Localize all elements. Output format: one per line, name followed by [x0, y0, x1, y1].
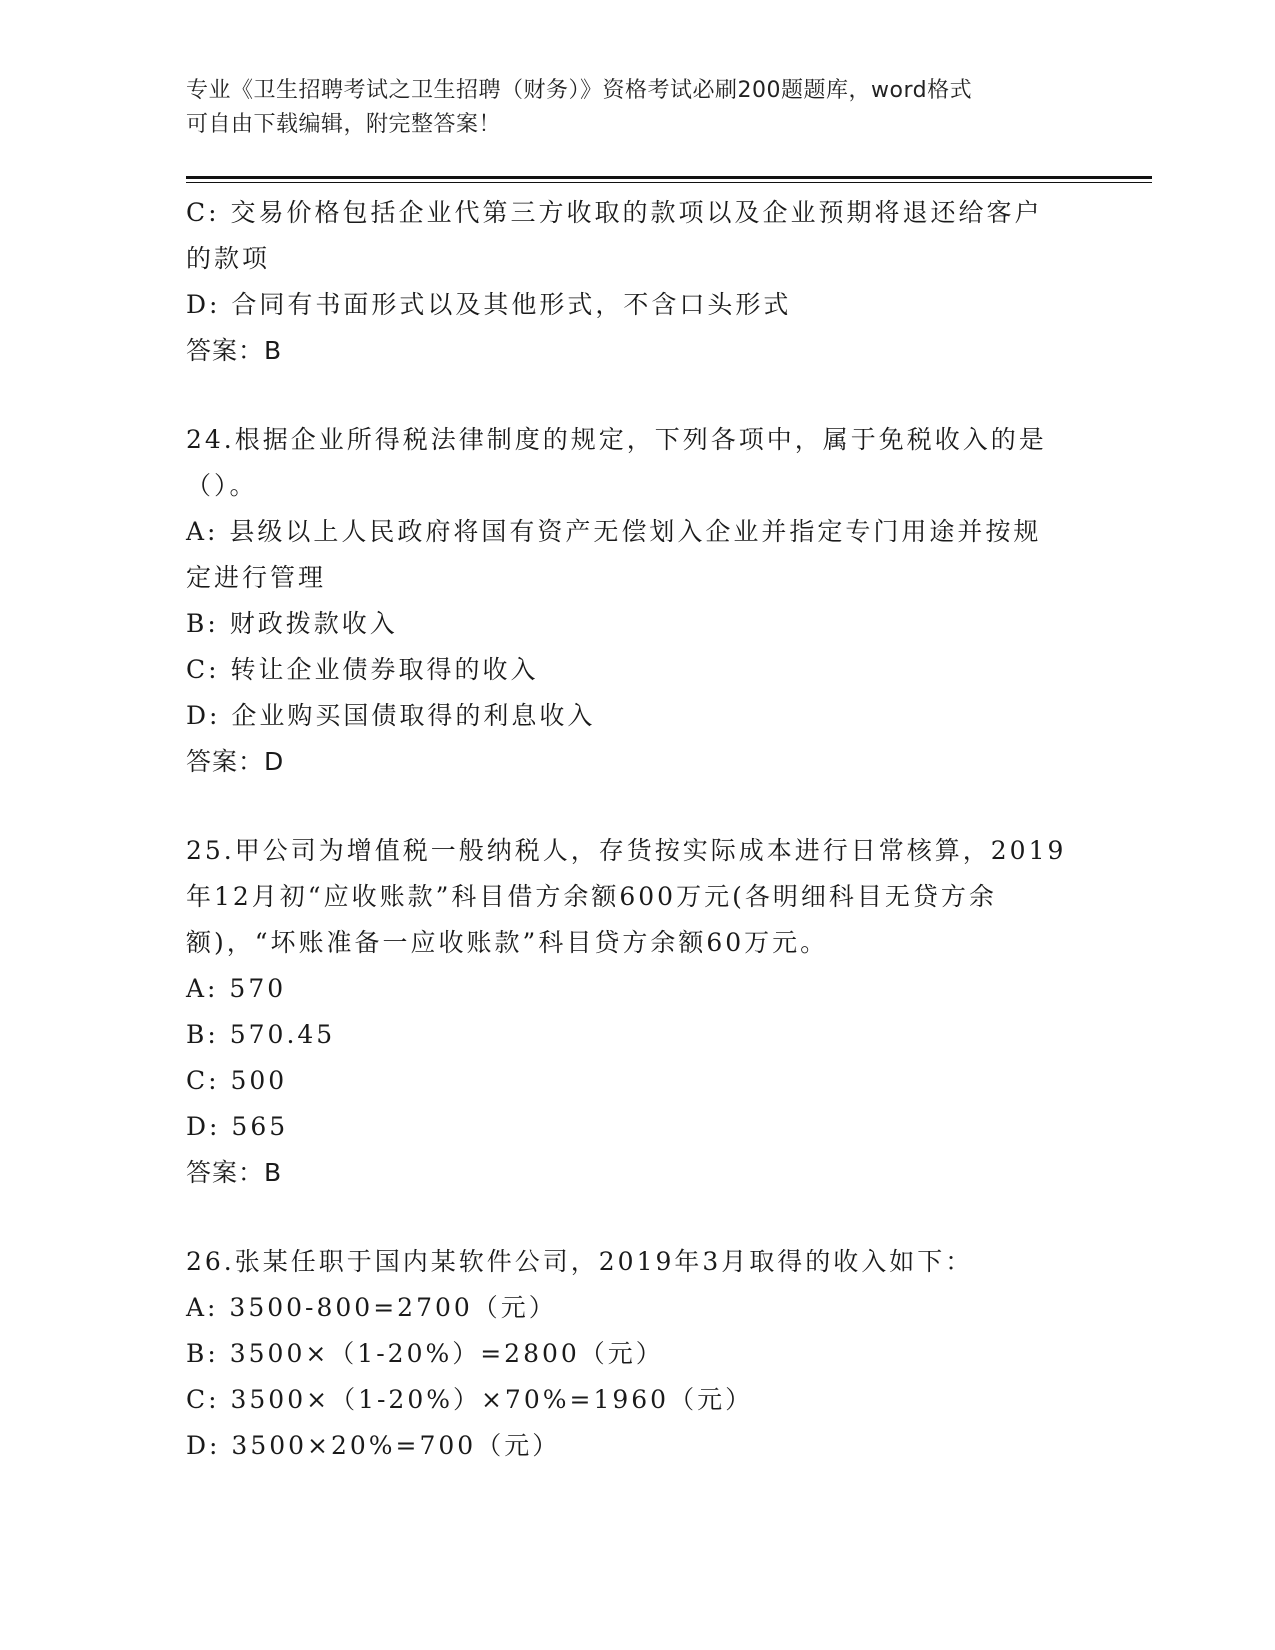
option-a-line-1: A: 县级以上人民政府将国有资产无偿划入企业并指定专门用途并按规 — [186, 517, 1042, 546]
header-title-line-1: 专业《卫生招聘考试之卫生招聘（财务）》资格考试必刷200题题库，word格式 — [186, 78, 973, 103]
question-stem-line-1: 25.甲公司为增值税一般纳税人，存货按实际成本进行日常核算，2019 — [186, 836, 1067, 865]
question-stem-line-3: 额)，“坏账准备一应收账款”科目贷方余额60万元。 — [186, 928, 829, 957]
option-c: C: 3500×（1-20%）×70%=1960（元） — [186, 1385, 754, 1414]
question-block-24 — [186, 417, 1086, 785]
option-b: B: 570.45 — [186, 1020, 336, 1049]
question-spacer — [186, 374, 1086, 417]
answer-text: 答案：B — [186, 1158, 283, 1187]
question-stem-line-1: 26.张某任职于国内某软件公司，2019年3月取得的收入如下： — [186, 1247, 974, 1276]
option-a-line-2: 定进行管理 — [186, 563, 327, 592]
question-block-26 — [186, 1239, 1086, 1469]
option-d: D: 3500×20%=700（元） — [186, 1431, 561, 1460]
option-d: D: 企业购买国债取得的利息收入 — [186, 701, 596, 730]
answer-text: 答案：D — [186, 747, 285, 776]
question-spacer — [186, 1196, 1086, 1239]
option-a: A: 570 — [186, 974, 287, 1003]
document-header — [186, 74, 1086, 142]
question-list — [186, 190, 1086, 1469]
question-stem-line-1: 24.根据企业所得税法律制度的规定，下列各项中，属于免税收入的是 — [186, 425, 1047, 454]
question-stem-line-2: （）。 — [186, 471, 258, 500]
option-b: B: 财政拨款收入 — [186, 609, 398, 638]
header-divider-thick — [186, 176, 1152, 179]
option-c-line-1: C: 交易价格包括企业代第三方收取的款项以及企业预期将退还给客户 — [186, 198, 1043, 227]
answer-text: 答案：B — [186, 336, 283, 365]
header-divider-thin — [186, 182, 1152, 183]
option-b: B: 3500×（1-20%）=2800（元） — [186, 1339, 664, 1368]
question-block-23 — [186, 190, 1086, 374]
option-c-line-2: 的款项 — [186, 244, 271, 273]
question-stem-line-2: 年12月初“应收账款”科目借方余额600万元(各明细科目无贷方余 — [186, 882, 997, 911]
option-d: D: 565 — [186, 1112, 289, 1141]
option-d: D: 合同有书面形式以及其他形式，不含口头形式 — [186, 290, 792, 319]
option-c: C: 转让企业债券取得的收入 — [186, 655, 539, 684]
question-spacer — [186, 785, 1086, 828]
header-title-line-2: 可自由下载编辑，附完整答案！ — [186, 112, 502, 137]
option-c: C: 500 — [186, 1066, 288, 1095]
option-a: A: 3500-800=2700（元） — [186, 1293, 557, 1322]
question-block-25 — [186, 828, 1086, 1196]
